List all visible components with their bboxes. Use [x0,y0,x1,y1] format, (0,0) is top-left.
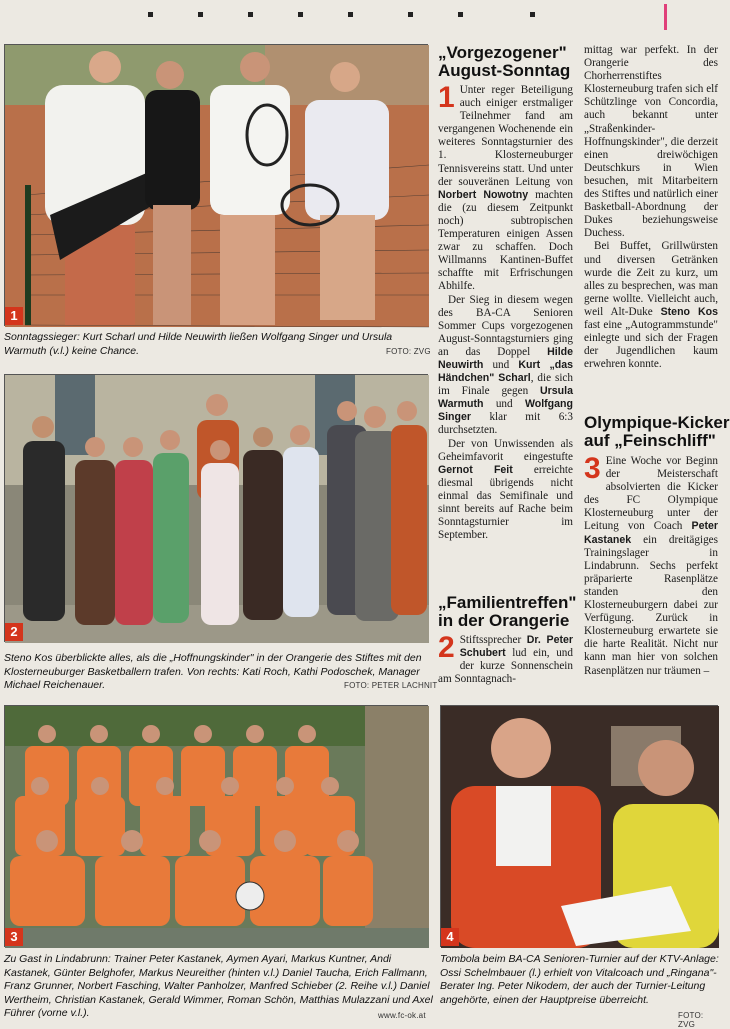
article-1-headline-line-1: „Vorgezogener" [438,43,567,62]
article-2-column-a [438,631,574,686]
article-1-headline-line-2: August-Sonntag [438,61,571,80]
hoffnungskinder-group-photo [4,374,428,642]
article-column-b [584,44,718,371]
photo-2-caption: Steno Kos überblickte alles, als die „Hoffnungskinder" in der Orangerie des Stiftes mit den Klosterneuburger Basketballern trafen. Von rechts: Kati Roch, Kathi Podoschek, Manager Michael Reichenauer. [4,652,422,691]
color-registration-mark [664,4,667,30]
article-2-paragraph-1: Stiftssprecher Dr. Peter Schubert lud ein, und der kurze Sonnenschein am Sonntagnach- [438,634,574,686]
article-2-dropcap: 2 [438,631,455,664]
photo-number-badge: 3 [5,928,23,946]
article-2-headline-line-1: „Familientreffen" [438,593,577,612]
photo-4-credit: FOTO: ZVG [678,1011,704,1029]
photo-number-badge: 1 [5,307,23,325]
photo-3-credit: www.fc-ok.at [378,1011,426,1020]
article-1-paragraph-2: Der Sieg in diesem wegen des BA-CA Senioren Sommer Cups vorgezogenen August-Sonntagsturniers ging an das Doppel Hilde Neuwirth und Kurt „das Händchen" Scharl, die sich im Finale gegen Ursula Warmuth und Wolfgang Singer klar mit 6:3 durchsetzten. [438,293,573,437]
photo-number-badge: 4 [441,928,459,946]
article-2-paragraph-1-cont: mittag war perfekt. In der Orangerie des Chorherrenstiftes Klosterneuburg trafen sich elf Schützlinge von Concordia, auch bekannt unter „Straßenkinder-Hoffnungskinder", die derzeit einen dreiwöchigen Deutschkurs in Wien besuchen, mit Mitarbeitern des Stiftes und natürlich einer Basketball-Abordnung der Dukes beziehungsweise Duchess. [584,44,718,240]
article-3-headline [584,414,730,450]
article-3-dropcap: 3 [584,452,601,485]
soccer-team-photo [4,705,428,947]
photo-3-caption: Zu Gast in Lindabrunn: Trainer Peter Kastanek, Aymen Ayari, Markus Kuntner, Andi Kastanek, Günter Belghofer, Markus Neureither (hinten v.l.) Daniel Taucha, Erich Fallmann, Franz Grunner, Norbert Fasching, Walter Panholzer, Manfred Schieber (2. Reihe v.l.) Daniel Wertheim, Christian Kastanek, Gerald Wimmer, Roman Schön, Matthias Mulazzani und Axel Führer (vorne v.l.). [4,953,433,1019]
article-1-paragraph-3: Der von Unwissenden als Geheimfavorit eingestufte Gernot Feit erreichte diesmal übrigends nicht einmal das Semifinale und sinnt bereits auf Rache beim Sonntagsturnier im September. [438,437,573,542]
article-2-headline [438,594,576,630]
photo-1-caption: Sonntagssieger: Kurt Scharl und Hilde Neuwirth ließen Wolfgang Singer und Ursula Warmuth (v.l.) keine Chance. [4,331,393,357]
photo-number-badge: 2 [5,623,23,641]
photo-2-credit: FOTO: PETER LACHNIT [344,681,438,690]
article-1-dropcap: 1 [438,81,455,114]
article-1-headline [438,44,570,80]
article-1-paragraph-1: Unter reger Beteiligung auch einiger erstmaliger Teilnehmer fand am vergangenen Wochenende ein weiteres Sonntagsturnier des 1. Klosterneuburger Tennisvereins statt. Und unter der souveränen Leitung von Norbert Nowotny machten die (zu diesem Zeitpunkt noch) subtropischen Temperaturen einigen Assen zwar zu schaffen. Doch Willmanns Kantinen-Buffet schaffte mit Erfrischungen Abhilfe. [438,84,573,293]
article-2-headline-line-2: in der Orangerie [438,611,570,630]
tombola-photo [440,705,718,947]
article-2-paragraph-2: Bei Buffet, Grillwürsten und diversen Getränken wurde die Zeit zu kurz, um alles zu besprechen, was man gerne wollte. Vielleicht auch, weil Alt-Duke Steno Kos fast eine „Autogrammstunde" einlegte und sich der Fragen der Jugendlichen kaum erwehren konnte. [584,240,718,371]
article-3-headline-line-1: Olympique-Kicker [584,413,730,432]
photo-1-credit: FOTO: ZVG [386,347,431,356]
tennis-winners-photo [4,44,428,326]
photo-4-caption: Tombola beim BA-CA Senioren-Turnier auf der KTV-Anlage: Ossi Schelmbauer (l.) erhielt von Vitalcoach und „Ringana"-Berater Ing. Peter Nikodem, der auch der Turnier-Leitung angehörte, einen der Hauptpreise überreicht. [440,953,719,1006]
article-column-a [438,81,573,542]
printer-marks [140,12,560,20]
article-3-headline-line-2: auf „Feinschliff" [584,431,716,450]
article-3-paragraph-1: Eine Woche vor Beginn der Meisterschaft absolvierten die Kicker des FC Olympique Klosterneuburg unter der Leitung von Coach Peter Kastanek ein dreitägiges Trainingslager in Lindabrunn. Sechs perfekt präparierte Rasenplätze standen den Klosterneuburgern dabei zur Verfügung. Zurück in Klosterneuburg erwartete sie die harte Realität. Nicht nur kann man hier von solchen Rasenplätzen nur träumen – [584,455,718,677]
article-3-column-b [584,452,718,678]
